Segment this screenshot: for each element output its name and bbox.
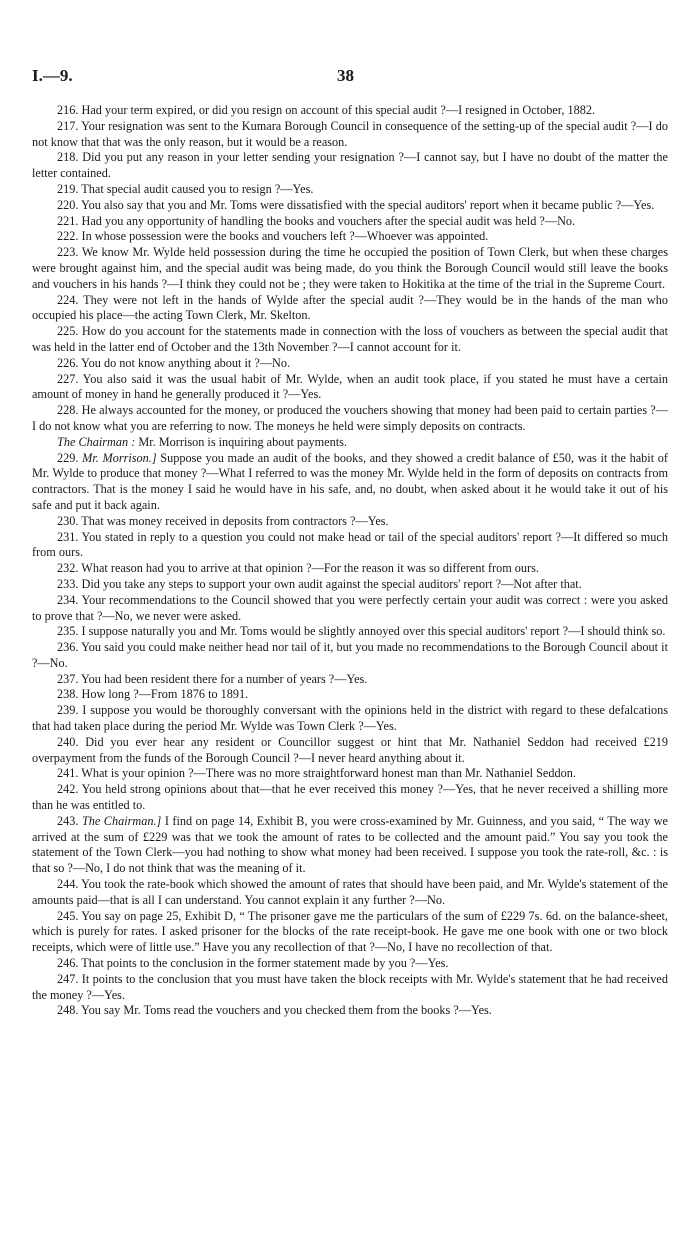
chairman-remark: The Chairman : Mr. Morrison is inquiring about payments. — [57, 434, 347, 449]
paragraph-217: 217. Your resignation was sent to the Kumara Borough Council in consequence of the setting-up of the special audit ?—I do not know that that was the only reason, but it would be a reason. — [32, 118, 668, 149]
speaker-label: The Chairman.] — [81, 813, 162, 828]
paragraph-234: 234. Your recommendations to the Council showed that you were perfectly certain your audit was correct : were you asked to prove that ?—No, we never were asked. — [32, 592, 668, 623]
paragraph-229: 229. Mr. Morrison.] Suppose you made an audit of the books, and they showed a credit balance of £50, was it the habit of Mr. Wylde to produce that money ?—What I referred to was the money Mr. Wylde held in the form of deposits on contracts from contractors. That is the money I said he would have in his safe, and, no doubt, when asked about it he would take it out of his safe and put it back again. — [32, 450, 669, 512]
paragraph-233: 233. Did you take any steps to support your own audit against the special auditors' report ?—Not after that. — [57, 576, 582, 591]
paragraph-246: 246. That points to the conclusion in the former statement made by you ?—Yes. — [57, 956, 449, 971]
paragraph-226: 226. You do not know anything about it ?—No. — [57, 355, 291, 370]
paragraph-230: 230. That was money received in deposits from contractors ?—Yes. — [57, 513, 389, 528]
paragraph-247: 247. It points to the conclusion that you must have taken the block receipts with Mr. Wylde's statement that he had received the money ?—Yes. — [32, 971, 668, 1002]
paragraph-242: 242. You held strong opinions about that—that he ever received this money ?—Yes, that he never received a shilling more than he was entitled to. — [32, 782, 668, 813]
page-number: 38 — [337, 66, 354, 85]
paragraph-244: 244. You took the rate-book which showed the amount of rates that should have been paid, and Mr. Wylde's statement of the amounts paid—that is all I can understand. You cannot explain it any further ?—No. — [32, 877, 668, 907]
paragraph-219: 219. That special audit caused you to resign ?—Yes. — [57, 181, 314, 196]
paragraph-236: 236. You said you could make neither head nor tail of it, but you made no recommendations to the Borough Council about it ?—No. — [32, 640, 668, 670]
paragraph-245: 245. You say on page 25, Exhibit D, “ The prisoner gave me the particulars of the sum of £229 7s. 6d. on the balance-sheet, which is purely for rates. I asked prisoner for the blocks of the rate receipt-book. He gave me one book with one or two block receipts, which were of little use.” Have you any recollection of that ?—No, I have no recollection of that. — [32, 908, 668, 955]
paragraph-222: 222. In whose possession were the books and vouchers left ?—Whoever was appointed. — [57, 229, 489, 244]
paragraph-243: 243. The Chairman.] I find on page 14, Exhibit B, you were cross-examined by Mr. Guinness, and you said, “ The way we arrived at the sum of £229 was that we took the amount of rates to be collected and the amount paid.” You say you took the statement of the Town Clerk—you had nothing to show what money had been received. I suppose you took the rate-roll, &c. : is that so ?—No, I do not think that was the meaning of it. — [32, 813, 668, 876]
paragraph-235: 235. I suppose naturally you and Mr. Toms would be slightly annoyed over this special auditors' report ?—I should think so. — [57, 624, 666, 639]
paragraph-241: 241. What is your opinion ?—There was no more straightforward honest man than Mr. Nathaniel Seddon. — [57, 766, 576, 781]
speaker-label: The Chairman : — [57, 434, 136, 449]
speaker-label: Mr. Morrison.] — [82, 450, 157, 465]
paragraph-225: 225. How do you account for the statements made in connection with the loss of vouchers as between the special audit that was held in the latter end of October and the 13th November ?—I cannot account for it. — [32, 324, 668, 354]
paragraph-223: 223. We know Mr. Wylde held possession during the time he occupied the position of Town Clerk, but when these charges were brought against him, and the special audit was being made, do you think the Borough Council would still leave the books and vouchers in his hands ?—I think they could not be ; they were taken to Hokitika at the time of the trial in the Supreme Court. — [32, 245, 668, 291]
section-code: I.—9. — [32, 66, 73, 85]
paragraph-224: 224. They were not left in the hands of Wylde after the special audit ?—They would be in the hands of the man who occupied his place—the acting Town Clerk, Mr. Skelton. — [32, 292, 668, 323]
evidence-text — [32, 103, 668, 1019]
paragraph-216: 216. Had your term expired, or did you resign on account of this special audit ?—I resigned in October, 1882. — [57, 103, 596, 117]
paragraph-227: 227. You also said it was the usual habit of Mr. Wylde, when an audit took place, if you stated he must have a certain amount of money in hand he generally produced it ?—Yes. — [32, 371, 668, 402]
paragraph-218: 218. Did you put any reason in your letter sending your resignation ?—I cannot say, but I have no doubt of the matter the letter contained. — [32, 150, 668, 181]
paragraph-221: 221. Had you any opportunity of handling the books and vouchers after the special audit was held ?—No. — [57, 213, 576, 228]
paragraph-220: 220. You also say that you and Mr. Toms were dissatisfied with the special auditors' report when it became public ?—Yes. — [57, 197, 655, 212]
paragraph-232: 232. What reason had you to arrive at that opinion ?—For the reason it was so different from ours. — [57, 561, 539, 576]
paragraph-238: 238. How long ?—From 1876 to 1891. — [57, 687, 249, 702]
paragraph-240: 240. Did you ever hear any resident or Councillor suggest or hint that Mr. Nathaniel Seddon had received £219 overpayment from the funds of the Borough Council ?—I never heard anything about it. — [32, 734, 668, 765]
paragraph-239: 239. I suppose you would be thoroughly conversant with the opinions held in the district with regard to these defalcations that had taken place during the period Mr. Wylde was Town Clerk ?—Yes. — [32, 703, 668, 734]
paragraph-237: 237. You had been resident there for a number of years ?—Yes. — [57, 671, 368, 686]
paragraph-231: 231. You stated in reply to a question you could not make head or tail of the special auditors' report ?—It differed so much from ours. — [32, 529, 668, 560]
paragraph-228: 228. He always accounted for the money, or produced the vouchers showing that money had been paid to certain parties ?—I do not know what you are referring to now. The moneys he held were simply deposits on contracts. — [32, 403, 668, 433]
paragraph-248: 248. You say Mr. Toms read the vouchers and you checked them from the books ?—Yes. — [57, 1003, 492, 1018]
